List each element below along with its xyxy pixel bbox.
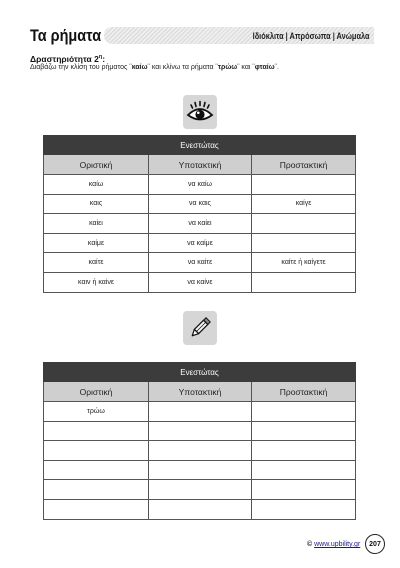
- instr-prefix: Διαβάζω την κλίση του ρήματος: [30, 64, 130, 71]
- tense-header: Ενεστώτας: [44, 363, 356, 382]
- cell-imperative: καίγε: [252, 194, 356, 214]
- cell-imperative: [252, 421, 356, 441]
- table-row: [44, 175, 356, 195]
- instr-and: και: [239, 64, 253, 71]
- cell-imperative: καίτε ή καίγετε: [252, 253, 356, 273]
- activity-title-sup: η: [98, 54, 103, 61]
- cell-indicative: τρώω: [44, 402, 149, 422]
- footer-link[interactable]: [307, 541, 360, 548]
- cell-subjunctive: [149, 402, 252, 422]
- cell-imperative: [252, 441, 356, 461]
- header-subjunctive: Υποτακτική: [149, 155, 252, 175]
- activity-title: [30, 54, 105, 64]
- activity-title-colon: :: [102, 54, 106, 64]
- eye-icon: [183, 95, 217, 129]
- table-row: [44, 402, 356, 422]
- mood-header-row: [44, 155, 356, 175]
- header-subjunctive: Υποτακτική: [149, 382, 252, 402]
- cell-indicative: καιν ή καίνε: [44, 272, 149, 292]
- header-imperative: Προστακτική: [252, 155, 356, 175]
- pencil-icon: [183, 311, 217, 345]
- cell-imperative: [252, 499, 356, 519]
- instr-verb-1: ¨τρώω¨: [215, 64, 240, 71]
- instr-verb-2: ¨φταίω¨: [252, 64, 277, 71]
- cell-subjunctive: να καίτε: [149, 253, 252, 273]
- cell-indicative: καίμε: [44, 233, 149, 253]
- cell-imperative: [252, 460, 356, 480]
- tense-row: [44, 363, 356, 382]
- activity-title-text: Δραστηριότητα 2: [30, 54, 99, 64]
- cell-indicative: καις: [44, 194, 149, 214]
- cell-subjunctive: να καις: [149, 194, 252, 214]
- table-row: [44, 441, 356, 461]
- cell-subjunctive: να καίει: [149, 214, 252, 234]
- cell-indicative: [44, 499, 149, 519]
- cell-imperative: [252, 175, 356, 195]
- cell-indicative: [44, 421, 149, 441]
- mood-header-row: [44, 382, 356, 402]
- cell-subjunctive: να καίμε: [149, 233, 252, 253]
- header-categories: Ιδιόκλιτα | Απρόσωπα | Ανώμαλα: [253, 30, 370, 41]
- cell-imperative: [252, 214, 356, 234]
- footer-url[interactable]: www.upbility.gr: [314, 541, 361, 548]
- cell-indicative: καίω: [44, 175, 149, 195]
- header-indicative: Οριστική: [44, 155, 149, 175]
- table-row: [44, 253, 356, 273]
- table-row: [44, 499, 356, 519]
- cell-indicative: [44, 480, 149, 500]
- tense-row: [44, 136, 356, 155]
- cell-subjunctive: [149, 421, 252, 441]
- table-row: [44, 460, 356, 480]
- activity-instructions: [30, 64, 279, 71]
- cell-indicative: [44, 441, 149, 461]
- cell-indicative: καίει: [44, 214, 149, 234]
- header-imperative: Προστακτική: [252, 382, 356, 402]
- page-number: 207: [365, 534, 385, 554]
- cell-imperative: [252, 402, 356, 422]
- cell-subjunctive: [149, 441, 252, 461]
- table-row: [44, 233, 356, 253]
- cell-subjunctive: [149, 460, 252, 480]
- table-row: [44, 272, 356, 292]
- cell-imperative: [252, 233, 356, 253]
- table-row: [44, 214, 356, 234]
- instr-end: .: [276, 64, 279, 71]
- header-band: [104, 27, 374, 44]
- page-title: Τα ρήματα: [30, 26, 102, 45]
- tense-header: Ενεστώτας: [44, 136, 356, 155]
- header-indicative: Οριστική: [44, 382, 149, 402]
- instr-middle: και κλίνω τα ρήματα: [149, 64, 216, 71]
- table-row: [44, 421, 356, 441]
- cell-subjunctive: [149, 499, 252, 519]
- cell-subjunctive: να καίω: [149, 175, 252, 195]
- cell-indicative: [44, 460, 149, 480]
- table-row: [44, 194, 356, 214]
- conjugation-table-troo: [43, 362, 356, 520]
- cell-indicative: καίτε: [44, 253, 149, 273]
- cell-subjunctive: [149, 480, 252, 500]
- table-row: [44, 480, 356, 500]
- cell-imperative: [252, 272, 356, 292]
- copyright-symbol: ©: [307, 541, 315, 548]
- instr-verb-main: ¨καίω¨: [129, 64, 150, 71]
- conjugation-table-kaio: [43, 135, 356, 293]
- cell-imperative: [252, 480, 356, 500]
- cell-subjunctive: να καίνε: [149, 272, 252, 292]
